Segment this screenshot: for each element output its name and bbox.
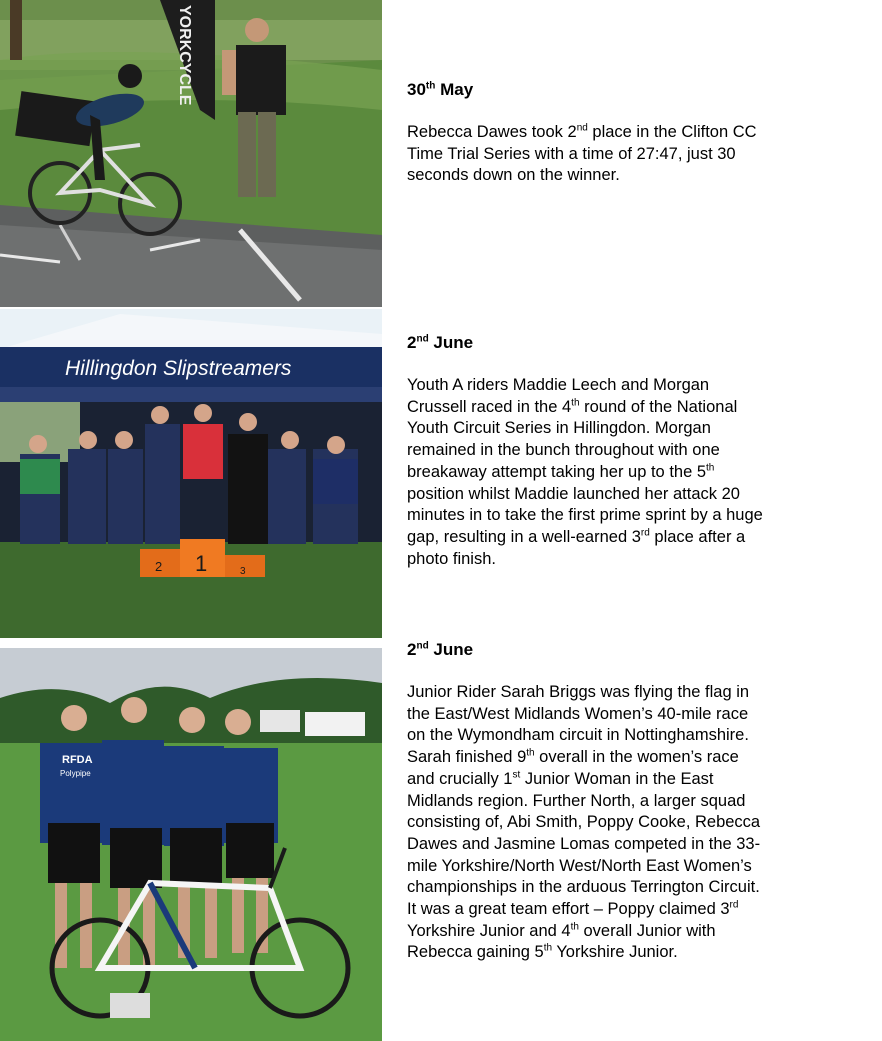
photo-podium bbox=[0, 309, 382, 638]
podium-image bbox=[0, 309, 382, 638]
text-segment: overall in the women’s race and crucially 1 bbox=[407, 748, 739, 788]
team-squad-image bbox=[0, 648, 382, 1041]
banner-text: Hillingdon Slipstreamers bbox=[65, 357, 292, 380]
date-day: 2 bbox=[407, 640, 417, 659]
ordinal-suffix: rd bbox=[729, 899, 739, 911]
text-segment: round of the National Youth Circuit Series in Hillingdon. Morgan remained in the bunch throughout with one breakaway attempt taking her up to the 5 bbox=[407, 397, 738, 481]
text-segment: place in the Clifton CC Time Trial Series with a time of 27:47, just 30 seconds down on the winner. bbox=[407, 123, 757, 185]
podium-label-3: 3 bbox=[240, 566, 246, 577]
date-month: May bbox=[435, 80, 474, 99]
text-segment: Junior Woman in the East Midlands region. Further North, a larger squad consisting of, Abi Smith, Poppy Cooke, Rebecca Dawes and Jasmine Lomas competed in the 33-mile Yorkshire/North West/North East Women’s championships in the arduous Terrington Circuit. It was a great team effort – Poppy claimed 3 bbox=[407, 769, 761, 919]
entry-date bbox=[407, 79, 767, 101]
podium-label-1: 1 bbox=[195, 551, 208, 576]
jersey-text: RFDA bbox=[62, 754, 93, 766]
ordinal-suffix: th bbox=[706, 462, 715, 474]
photo-time-trial bbox=[0, 0, 382, 307]
date-suffix: nd bbox=[416, 333, 429, 345]
date-suffix: nd bbox=[416, 640, 429, 652]
entry-2-june-youth bbox=[407, 332, 767, 570]
text-segment: Rebecca Dawes took 2 bbox=[407, 123, 577, 141]
text-segment: Yorkshire Junior and 4 bbox=[407, 921, 571, 940]
date-suffix: th bbox=[425, 80, 436, 92]
text-segment: Junior Rider Sarah Briggs was flying the flag in the East/West Midlands Women’s 40-mile race on the Wymondham circuit in Nottinghamshire. Sarah finished 9 bbox=[407, 683, 750, 767]
photo-team-squad bbox=[0, 648, 382, 1041]
ordinal-suffix: rd bbox=[640, 527, 650, 539]
jersey-sponsor-text: Polypipe bbox=[60, 769, 91, 778]
entry-2-june-junior bbox=[407, 639, 767, 964]
text-segment: place after a photo finish. bbox=[407, 527, 746, 568]
ordinal-suffix: th bbox=[570, 921, 579, 933]
podium-label-2: 2 bbox=[155, 559, 163, 574]
text-segment: overall Junior with Rebecca gaining 5 bbox=[407, 921, 716, 962]
entry-body bbox=[407, 682, 767, 964]
date-month: June bbox=[428, 640, 474, 659]
banner-text-vertical: YORKCYCLE bbox=[176, 5, 193, 106]
ordinal-suffix: st bbox=[512, 769, 521, 781]
text-segment: Youth A riders Maddie Leech and Morgan Crussell raced in the 4 bbox=[407, 376, 710, 416]
date-day: 30 bbox=[407, 80, 426, 99]
time-trial-image bbox=[0, 0, 382, 307]
ordinal-suffix: th bbox=[526, 747, 535, 759]
entry-date bbox=[407, 639, 767, 661]
entry-body bbox=[407, 375, 767, 570]
text-segment: Yorkshire Junior. bbox=[552, 943, 678, 962]
entry-30-may bbox=[407, 79, 767, 187]
entry-body bbox=[407, 122, 767, 187]
text-segment: position whilst Maddie launched her attack 20 minutes in to take the first prime sprint by a huge gap, resulting in a well-earned 3 bbox=[407, 484, 763, 546]
ordinal-suffix: nd bbox=[576, 122, 588, 134]
ordinal-suffix: th bbox=[543, 942, 553, 954]
date-month: June bbox=[428, 333, 474, 352]
ordinal-suffix: th bbox=[571, 397, 580, 409]
entry-date bbox=[407, 332, 767, 354]
date-day: 2 bbox=[407, 333, 417, 352]
